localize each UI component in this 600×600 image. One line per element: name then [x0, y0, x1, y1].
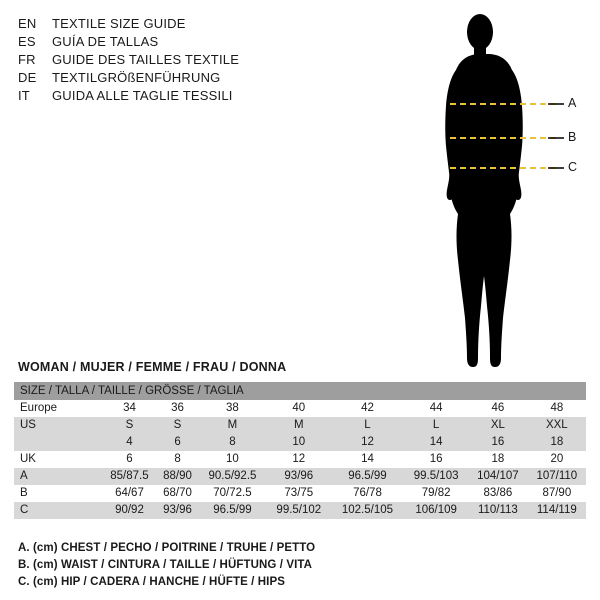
cell: 102.5/105: [331, 502, 404, 519]
language-code-es: ES: [18, 34, 36, 49]
cell: 18: [468, 451, 528, 468]
cell: 6: [157, 434, 198, 451]
size-table: [14, 382, 586, 519]
table-row: [14, 468, 586, 485]
language-text-es: GUÍA DE TALLAS: [52, 34, 159, 49]
cell: 96.5/99: [331, 468, 404, 485]
silhouette-shape: [445, 14, 523, 367]
row-label-b: B: [14, 485, 102, 502]
language-row-fr: [18, 52, 348, 70]
row-label-us-numeric: [14, 434, 102, 451]
language-code-de: DE: [18, 70, 37, 85]
cell: S: [102, 417, 157, 434]
cell: 90.5/92.5: [198, 468, 267, 485]
cell: 16: [468, 434, 528, 451]
language-code-it: IT: [18, 88, 30, 103]
cell: 114/119: [528, 502, 586, 519]
cell: 40: [267, 400, 331, 417]
language-text-fr: GUIDE DES TAILLES TEXTILE: [52, 52, 240, 67]
cell: 85/87.5: [102, 468, 157, 485]
language-row-de: [18, 70, 348, 88]
cell: L: [331, 417, 404, 434]
cell: 10: [267, 434, 331, 451]
cell: M: [198, 417, 267, 434]
table-row: [14, 417, 586, 434]
cell: 8: [157, 451, 198, 468]
cell: 73/75: [267, 485, 331, 502]
marker-label-a: A: [568, 96, 577, 110]
row-label-us: US: [14, 417, 102, 434]
row-label-c: C: [14, 502, 102, 519]
cell: 88/90: [157, 468, 198, 485]
cell: 12: [267, 451, 331, 468]
cell: 12: [331, 434, 404, 451]
cell: 93/96: [267, 468, 331, 485]
cell: 104/107: [468, 468, 528, 485]
cell: 6: [102, 451, 157, 468]
legend-line-a: A. (cm) CHEST / PECHO / POITRINE / TRUHE / PETTO: [18, 542, 316, 554]
cell: 44: [404, 400, 468, 417]
cell: 106/109: [404, 502, 468, 519]
cell: 16: [404, 451, 468, 468]
cell: S: [157, 417, 198, 434]
table-row: [14, 502, 586, 519]
cell: 36: [157, 400, 198, 417]
marker-label-b: B: [568, 130, 577, 144]
cell: 90/92: [102, 502, 157, 519]
cell: 38: [198, 400, 267, 417]
cell: 87/90: [528, 485, 586, 502]
cell: 68/70: [157, 485, 198, 502]
cell: XXL: [528, 417, 586, 434]
cell: 99.5/103: [404, 468, 468, 485]
cell: M: [267, 417, 331, 434]
cell: 83/86: [468, 485, 528, 502]
cell: 14: [331, 451, 404, 468]
cell: 64/67: [102, 485, 157, 502]
language-code-en: EN: [18, 16, 37, 31]
cell: 110/113: [468, 502, 528, 519]
cell: 107/110: [528, 468, 586, 485]
legend-line-b: B. (cm) WAIST / CINTURA / TAILLE / HÜFTUNG / VITA: [18, 559, 313, 571]
table-row: [14, 400, 586, 417]
cell: 42: [331, 400, 404, 417]
cell: 48: [528, 400, 586, 417]
language-row-it: [18, 88, 348, 106]
cell: 20: [528, 451, 586, 468]
section-caption: WOMAN / MUJER / FEMME / FRAU / DONNA: [18, 360, 287, 374]
cell: 46: [468, 400, 528, 417]
cell: 70/72.5: [198, 485, 267, 502]
cell: 79/82: [404, 485, 468, 502]
cell: 99.5/102: [267, 502, 331, 519]
row-label-europe: Europe: [14, 400, 102, 417]
table-row: [14, 451, 586, 468]
cell: 93/96: [157, 502, 198, 519]
table-row: [14, 485, 586, 502]
legend-line-c: C. (cm) HIP / CADERA / HANCHE / HÜFTE / HIPS: [18, 576, 286, 588]
cell: 34: [102, 400, 157, 417]
language-text-en: TEXTILE SIZE GUIDE: [52, 16, 186, 31]
female-silhouette-figure: [420, 8, 590, 376]
language-text-it: GUIDA ALLE TAGLIE TESSILI: [52, 88, 233, 103]
cell: 14: [404, 434, 468, 451]
measurement-legend: [18, 540, 578, 591]
table-header-row: [14, 382, 586, 400]
cell: 76/78: [331, 485, 404, 502]
row-label-a: A: [14, 468, 102, 485]
language-row-en: [18, 16, 348, 34]
cell: 18: [528, 434, 586, 451]
marker-label-c: C: [568, 160, 578, 174]
cell: 4: [102, 434, 157, 451]
language-text-de: TEXTILGRÖßENFÜHRUNG: [52, 70, 221, 85]
cell: 8: [198, 434, 267, 451]
language-row-es: [18, 34, 348, 52]
cell: XL: [468, 417, 528, 434]
table-row: [14, 434, 586, 451]
row-label-uk: UK: [14, 451, 102, 468]
language-header-block: [18, 16, 348, 106]
cell: 96.5/99: [198, 502, 267, 519]
cell: 10: [198, 451, 267, 468]
table-header-label: SIZE / TALLA / TAILLE / GRÖSSE / TAGLIA: [14, 382, 586, 400]
language-code-fr: FR: [18, 52, 36, 67]
cell: L: [404, 417, 468, 434]
